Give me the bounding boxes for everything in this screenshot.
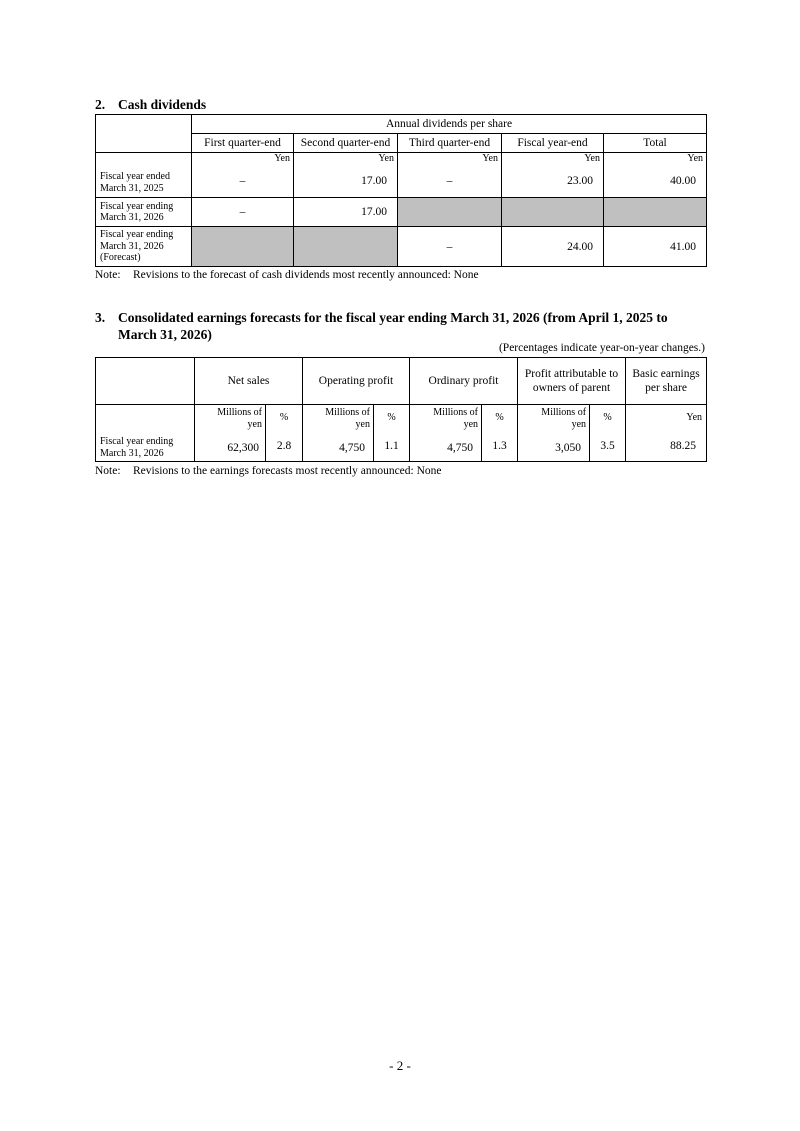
unit-label: % — [279, 412, 289, 423]
shaded-cell — [192, 227, 294, 267]
earnings-note — [95, 465, 442, 477]
note-key: Note: — [95, 269, 121, 281]
col-header-basic-eps: Basic earnings per share — [626, 358, 707, 405]
cell-value: 3,050 — [555, 442, 582, 454]
row-label: Fiscal year ending March 31, 2026 (Forecast) — [96, 227, 192, 267]
note-text: Revisions to the earnings forecasts most recently announced: None — [133, 465, 442, 477]
corner-cell — [96, 358, 195, 405]
cell — [410, 405, 482, 462]
section-2-heading — [95, 96, 206, 113]
col-header: First quarter-end — [192, 134, 294, 153]
col-header: Third quarter-end — [398, 134, 502, 153]
cell — [266, 405, 303, 462]
section-2-title: Cash dividends — [118, 97, 207, 112]
unit-label: % — [495, 412, 504, 423]
shaded-cell — [294, 227, 398, 267]
corner-cell — [96, 115, 192, 153]
table-row — [96, 227, 707, 267]
unit-label: % — [387, 412, 396, 423]
cell-value: 40.00 — [670, 175, 697, 187]
cell — [590, 405, 626, 462]
unit-label: Millions of yen — [541, 407, 587, 430]
table-row — [96, 153, 707, 198]
cell-value: 4,750 — [447, 442, 474, 454]
cell — [604, 153, 707, 198]
cell-value: 2.8 — [276, 440, 292, 452]
section-3-heading — [95, 309, 707, 343]
unit-label: Yen — [482, 153, 498, 164]
dividends-note — [95, 269, 479, 281]
note-key: Note: — [95, 465, 121, 477]
col-header: Fiscal year-end — [502, 134, 604, 153]
cell-value: – — [192, 198, 294, 227]
cell-value: 62,300 — [227, 442, 259, 454]
note-text: Revisions to the forecast of cash dividends most recently announced: None — [133, 269, 479, 281]
cell-value: – — [398, 227, 502, 267]
row-label: Fiscal year ending March 31, 2026 — [96, 198, 192, 227]
cell-value: 3.5 — [600, 440, 615, 452]
unit-label: Millions of yen — [325, 407, 370, 430]
unit-label: Yen — [584, 153, 600, 164]
cell-value: 24.00 — [502, 227, 604, 267]
section-3-title-line1: Consolidated earnings forecasts for the fiscal year ending March 31, 2026 (from April 1, 2025 to — [118, 310, 668, 325]
cell-value: 4,750 — [339, 442, 365, 454]
cell — [374, 405, 410, 462]
cell — [518, 405, 590, 462]
cell-value: 1.3 — [492, 440, 507, 452]
cell-value: – — [446, 175, 453, 187]
section-2-number: 2. — [95, 97, 106, 112]
cell-value: 17.00 — [361, 175, 387, 187]
col-header-profit-attributable: Profit attributable to owners of parent — [518, 358, 626, 405]
shaded-cell — [398, 198, 502, 227]
unit-label: Millions of yen — [217, 407, 262, 430]
page-number: - 2 - — [389, 1058, 411, 1073]
unit-label: % — [603, 412, 612, 423]
section-3-title-line2: March 31, 2026) — [118, 327, 212, 342]
cell-value: 1.1 — [384, 440, 399, 452]
shaded-cell — [502, 198, 604, 227]
unit-label: Millions of yen — [433, 407, 479, 430]
cell — [192, 153, 294, 198]
percentages-note: (Percentages indicate year-on-year changes.) — [498, 342, 705, 354]
row-label: Fiscal year ended March 31, 2025 — [96, 153, 192, 198]
table-row — [96, 198, 707, 227]
unit-label: Yen — [274, 153, 290, 164]
cell-value: 88.25 — [670, 440, 697, 452]
shaded-cell — [604, 198, 707, 227]
row-label: Fiscal year ending March 31, 2026 — [96, 405, 195, 462]
col-header: Second quarter-end — [294, 134, 398, 153]
cell — [626, 405, 707, 462]
col-header-ordinary-profit: Ordinary profit — [410, 358, 518, 405]
cell — [502, 153, 604, 198]
cash-dividends-table — [95, 114, 707, 267]
col-header: Total — [604, 134, 707, 153]
cell — [195, 405, 266, 462]
col-header-net-sales: Net sales — [195, 358, 303, 405]
cell-value: 23.00 — [567, 175, 593, 187]
table-row — [96, 405, 707, 462]
cell-value: 17.00 — [294, 198, 398, 227]
dividends-group-header: Annual dividends per share — [192, 115, 707, 134]
earnings-forecast-table — [95, 357, 707, 462]
cell — [294, 153, 398, 198]
unit-label: Yen — [687, 153, 704, 164]
cell — [482, 405, 518, 462]
unit-label: Yen — [378, 153, 394, 164]
unit-label: Yen — [686, 412, 703, 423]
cell — [303, 405, 374, 462]
cell-value: – — [239, 175, 246, 187]
cell — [398, 153, 502, 198]
cell-value: 41.00 — [604, 227, 707, 267]
section-3-number: 3. — [95, 310, 106, 325]
col-header-operating-profit: Operating profit — [303, 358, 410, 405]
